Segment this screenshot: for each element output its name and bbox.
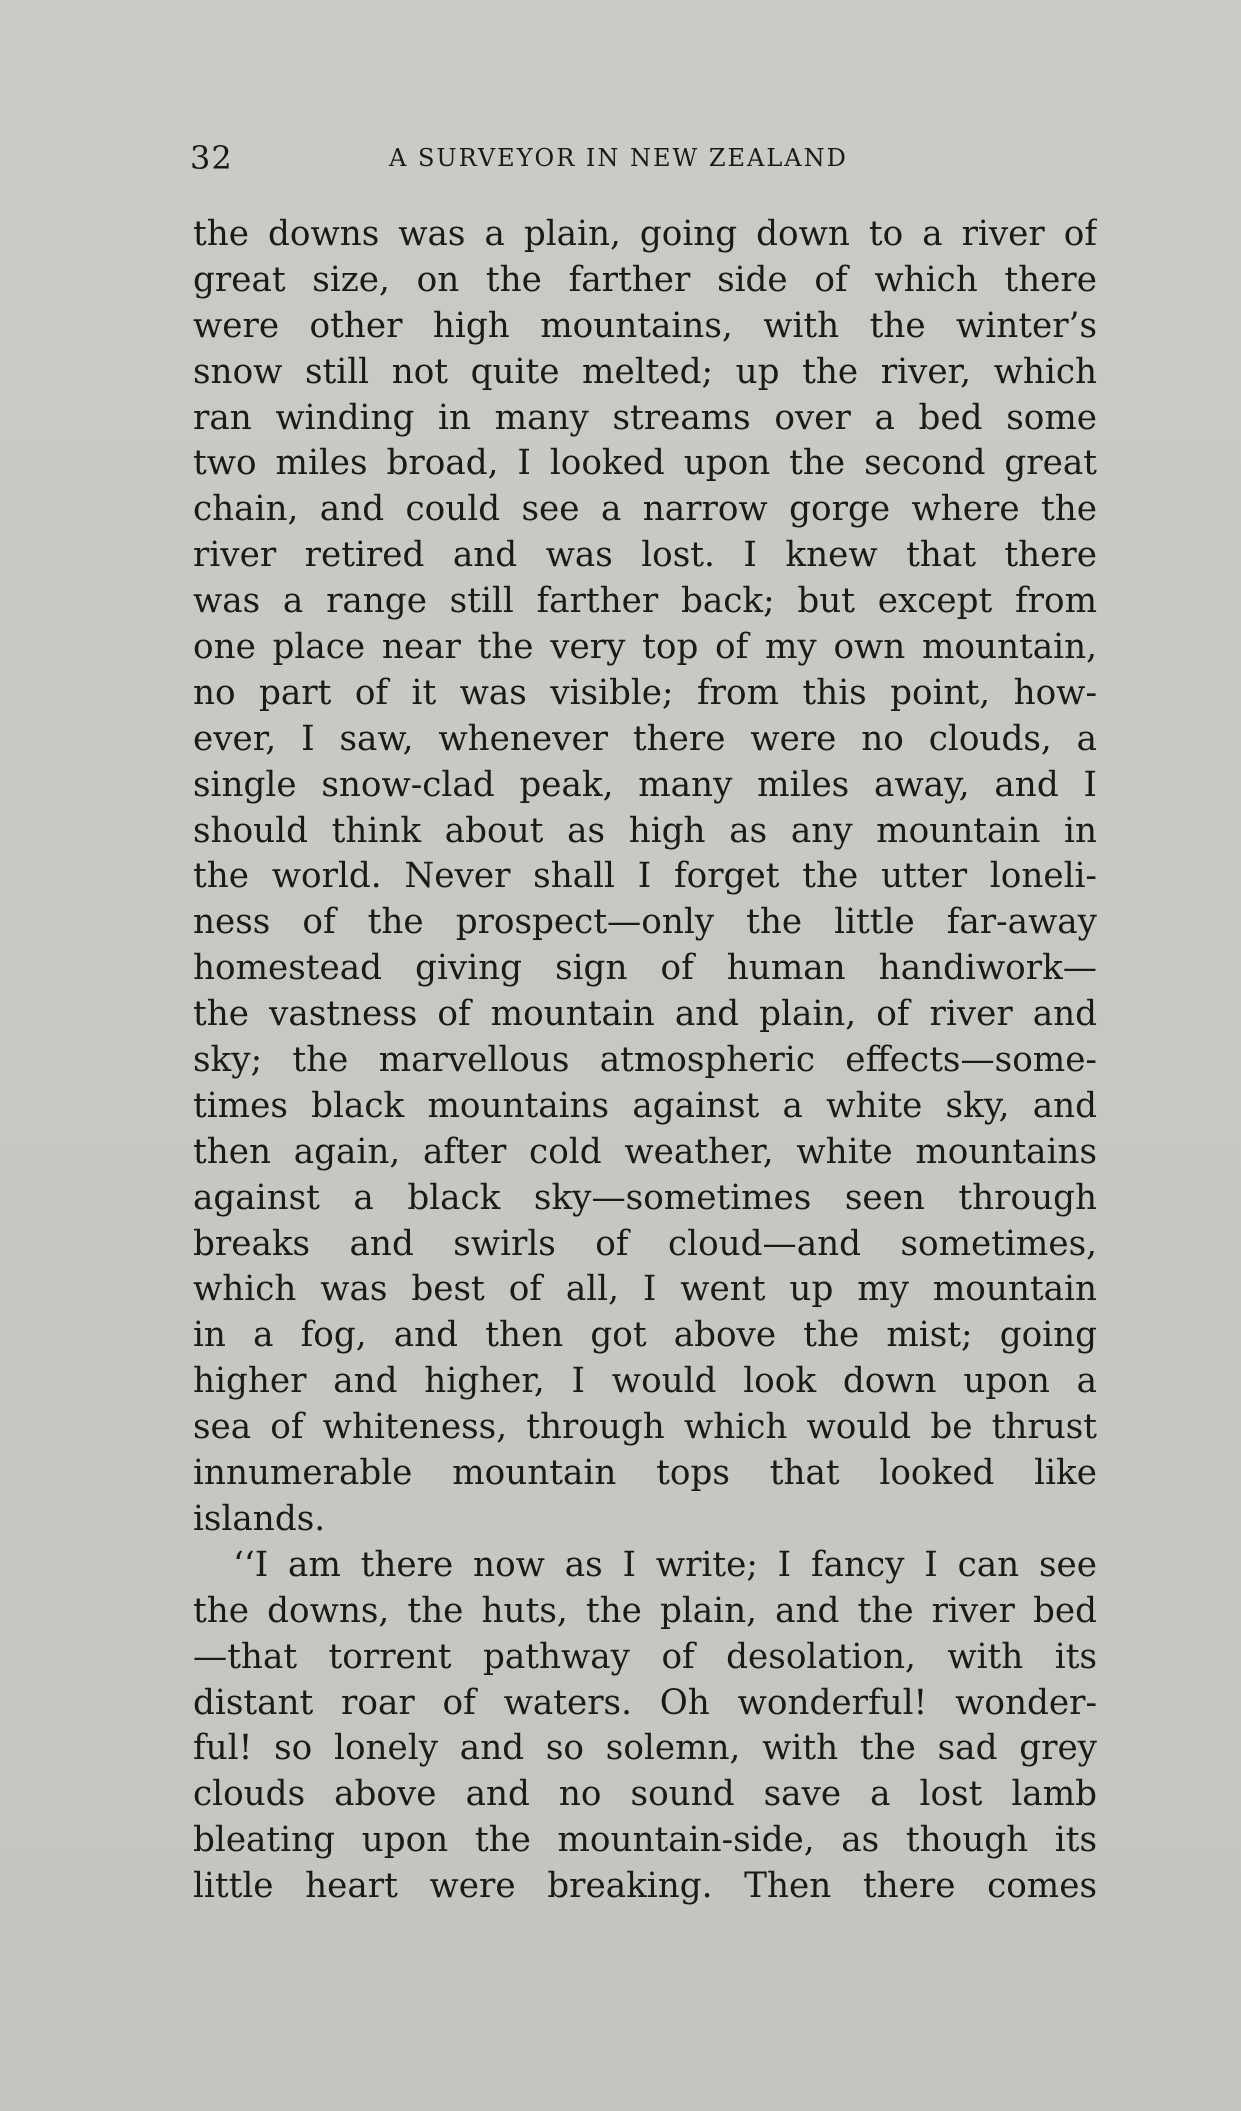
text-line: the vastness of mountain and plain, of river and xyxy=(193,994,1097,1035)
text-line: bleating upon the mountain-side, as though its xyxy=(193,1820,1097,1861)
text-line: the downs, the huts, the plain, and the river bed xyxy=(193,1590,1097,1631)
text-line: then again, after cold weather, white mountains xyxy=(193,1131,1097,1172)
paragraph-end-line: islands. xyxy=(193,1498,326,1539)
text-line: no part of it was visible; from this point, how- xyxy=(193,672,1097,713)
text-line: the downs was a plain, going down to a river of xyxy=(193,214,1097,254)
text-line: chain, and could see a narrow gorge where the xyxy=(193,489,1097,530)
text-line: distant roar of waters. Oh wonderful! wonder- xyxy=(193,1682,1097,1723)
text-line: clouds above and no sound save a lost lamb xyxy=(193,1774,1097,1815)
text-line: times black mountains against a white sky, and xyxy=(193,1085,1097,1126)
text-line: single snow-clad peak, many miles away, and I xyxy=(193,764,1097,805)
text-line: ever, I saw, whenever there were no clouds, a xyxy=(193,718,1097,759)
text-line: which was best of all, I went up my mountain xyxy=(193,1269,1097,1310)
text-line: breaks and swirls of cloud—and sometimes, xyxy=(193,1223,1097,1264)
page-header xyxy=(190,138,1105,178)
text-line: sky; the marvellous atmospheric effects—some- xyxy=(193,1040,1097,1081)
text-line: homestead giving sign of human handiwork— xyxy=(193,948,1097,989)
text-line: were other high mountains, with the winter’s xyxy=(193,305,1097,346)
paragraph-start-line: ‘‘I am there now as I write; I fancy I can see xyxy=(233,1544,1097,1585)
page-number: 32 xyxy=(190,139,233,177)
text-line: one place near the very top of my own mountain, xyxy=(193,627,1097,668)
text-line: sea of whiteness, through which would be thrust xyxy=(193,1407,1097,1448)
text-line: was a range still farther back; but except from xyxy=(193,581,1097,622)
text-line: little heart were breaking. Then there comes xyxy=(193,1866,1097,1907)
text-line: snow still not quite melted; up the river, which xyxy=(193,351,1097,392)
text-line: in a fog, and then got above the mist; going xyxy=(193,1315,1097,1356)
running-title: A SURVEYOR IN NEW ZEALAND xyxy=(389,144,848,172)
text-line: ran winding in many streams over a bed some xyxy=(193,397,1097,438)
text-line: —that torrent pathway of desolation, with its xyxy=(193,1636,1097,1677)
text-line: should think about as high as any mountain in xyxy=(193,810,1097,851)
text-line: two miles broad, I looked upon the second great xyxy=(193,443,1097,484)
text-line: against a black sky—sometimes seen through xyxy=(193,1177,1097,1218)
text-line: the world. Never shall I forget the utter loneli- xyxy=(193,856,1097,897)
body-text xyxy=(193,212,1097,1910)
text-line: innumerable mountain tops that looked like xyxy=(193,1453,1097,1494)
text-line: ness of the prospect—only the little far-away xyxy=(193,902,1097,943)
text-line: ful! so lonely and so solemn, with the sad grey xyxy=(193,1728,1097,1769)
text-line: river retired and was lost. I knew that there xyxy=(193,535,1097,576)
text-line: higher and higher, I would look down upon a xyxy=(193,1361,1097,1402)
text-line: great size, on the farther side of which there xyxy=(193,259,1097,300)
